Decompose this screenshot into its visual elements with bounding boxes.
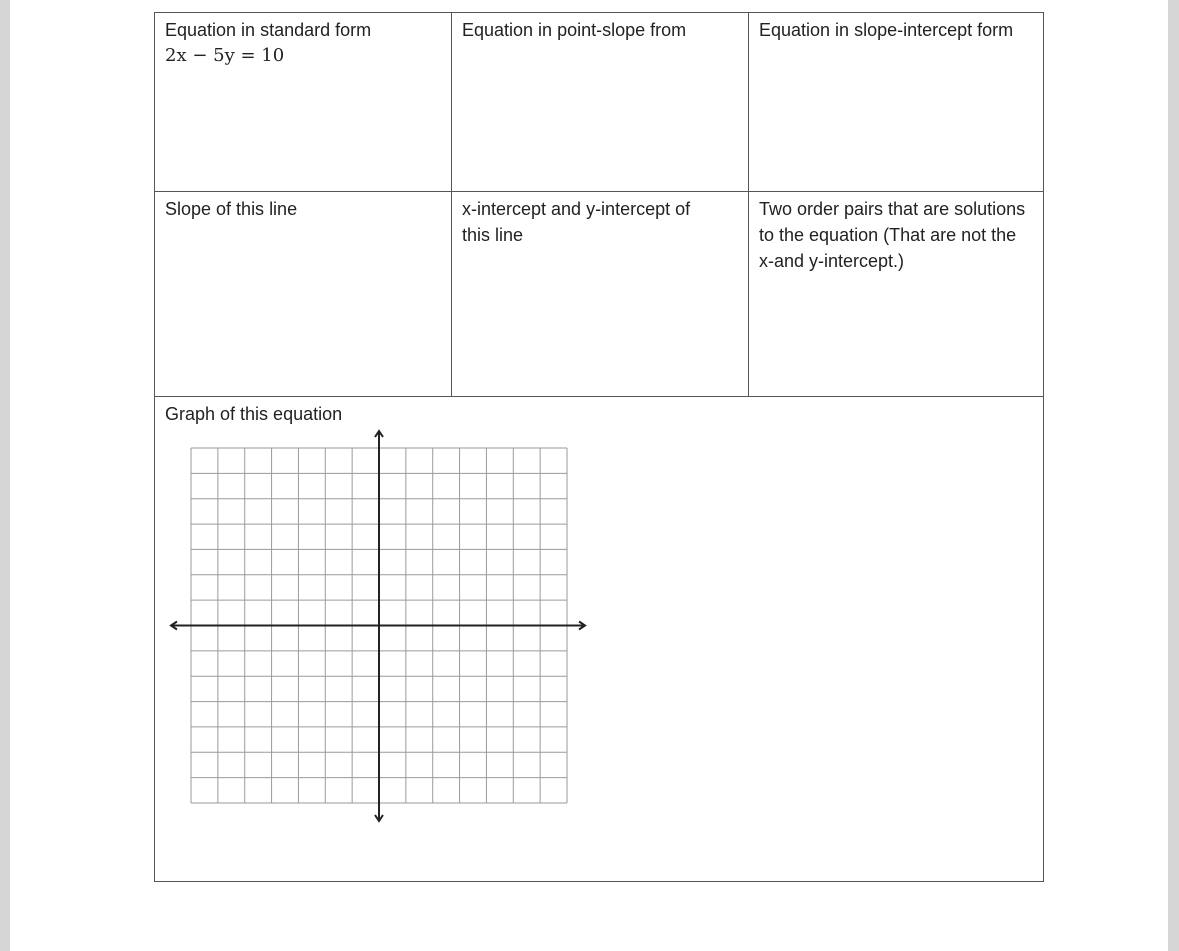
slope-intercept-label: Equation in slope-intercept form xyxy=(759,20,1014,40)
intercepts-cell[interactable] xyxy=(452,192,722,396)
document-page xyxy=(10,0,1168,951)
standard-form-equation: 2x − 5y = 10 xyxy=(165,45,285,66)
standard-form-label: Equation in standard form xyxy=(165,20,372,40)
point-slope-cell[interactable] xyxy=(452,13,748,191)
slope-label: Slope of this line xyxy=(165,199,298,219)
worksheet-table xyxy=(154,12,1044,882)
slope-cell[interactable] xyxy=(155,192,451,396)
intercepts-label: x-intercept and y-intercept of this line xyxy=(462,199,691,245)
point-slope-label: Equation in point-slope from xyxy=(462,20,687,40)
coordinate-grid[interactable] xyxy=(167,428,592,843)
ordered-pairs-cell[interactable] xyxy=(749,192,1043,396)
slope-intercept-cell[interactable] xyxy=(749,13,1043,191)
graph-label: Graph of this equation xyxy=(165,404,343,424)
ordered-pairs-label: Two order pairs that are solutions to the equation (That are not the x-and y-intercept.) xyxy=(759,199,1026,271)
standard-form-cell[interactable] xyxy=(155,13,451,191)
coordinate-grid-svg xyxy=(167,428,592,838)
